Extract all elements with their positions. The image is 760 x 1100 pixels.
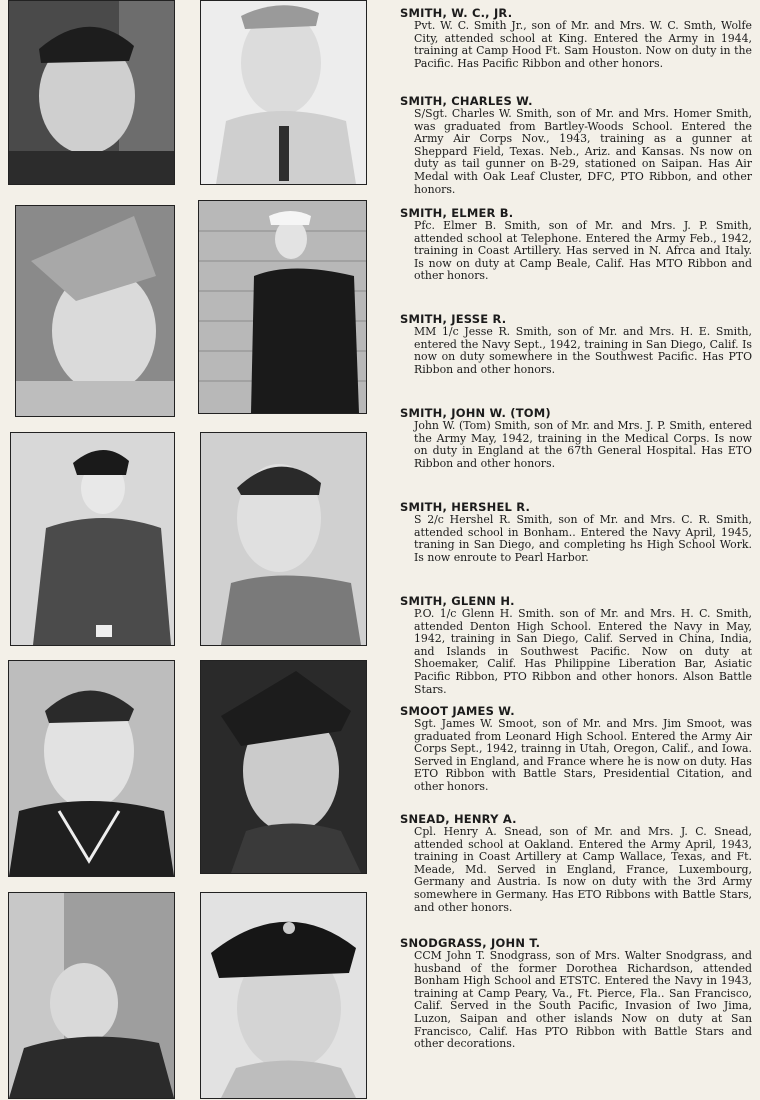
portrait-photo-garrison-cap [200,0,367,185]
entry-smith-john [400,406,752,470]
entry-name: SMITH, JESSE R. [400,312,507,326]
portrait-photo-navy-officer [200,892,367,1099]
entry-smith-jesse [400,312,752,376]
entry-bio: CCM John T. Snodgrass, son of Mrs. Walter Snodgrass, and husband of the former Dorothea Richardson, attended Bonham High School and ETSTC. Entered the Navy in 1943, training at Camp Peary, Va., Ft. Pierce, Fla.. San Francisco, Calif. Served in the South Pacific, Invasion of Iwo Jima, Luzon, Saipan and other islands Now on duty at San Francisco, Calif. Has PTO Ribbon with Battle Stars and other decorations. [414,949,752,1051]
entry-bio: Cpl. Henry A. Snead, son of Mr. and Mrs. J. C. Snead, attended school at Oakland. Entered the Army April, 1943, training in Coast Artillery at Camp Wallace, Texas, and Ft. Meade, Md. Served in England, France, Luxembourg, Germany and Austria. Is now on duty with the 3rd Army somewhere in Germany. Has ETO Ribbons with Battle Stars, and other honors. [414,825,752,914]
portrait-photo-dark-cap [200,660,367,874]
entry-smoot-james [400,704,752,794]
entry-bio: Pfc. Elmer B. Smith, son of Mr. and Mrs. J. P. Smith, attended school at Telephone. Entered the Army Feb., 1942, training in Coast Artillery. Has served in N. Afrca and Italy. Is now on duty at Camp Beale, Calif. Has MTO Ribbon and other honors. [414,219,752,283]
entry-smith-hershel [400,500,752,564]
entry-name: SMITH, JOHN W. (TOM) [400,406,551,420]
portrait-photo-sailor-smile [8,660,175,877]
entry-bio: MM 1/c Jesse R. Smith, son of Mr. and Mrs. H. E. Smith, entered the Navy Sept., 1942, training in San Diego, Calif. Is now on duty somewhere in the Southwest Pacific. Has PTO Ribbon and other honors. [414,325,752,376]
entry-name: SMITH, ELMER B. [400,206,514,220]
entry-smith-charles [400,94,752,196]
entry-name: SMOOT JAMES W. [400,704,515,718]
entry-smith-glenn [400,594,752,696]
entry-name: SMITH, GLENN H. [400,594,515,608]
entry-bio: John W. (Tom) Smith, son of Mr. and Mrs. J. P. Smith, entered the Army May, 1942, training in the Medical Corps. Is now on duty in England at the 67th General Hospital. Has ETO Ribbon and other honors. [414,419,752,470]
portrait-photo-army-cap [8,0,175,185]
entry-bio: Pvt. W. C. Smith Jr., son of Mr. and Mrs. W. C. Smth, Wolfe City, attended school at King. Entered the Army in 1944, training at Camp Hood Ft. Sam Houston. Now on duty in the Pacific. Has Pacific Ribbon and other honors. [414,19,752,70]
entry-snead-henry [400,812,752,914]
entry-smith-elmer [400,206,752,283]
entry-name: SMITH, HERSHEL R. [400,500,531,514]
entry-bio: Sgt. James W. Smoot, son of Mr. and Mrs. Jim Smoot, was graduated from Leonard High School. Entered the Army Air Corps Sept., 1942, trainng in Utah, Oregon, Calif., and Iowa. Served in England, and France where he is now on duty. Has ETO Ribbon with Battle Stars, Presidential Citation, and other honors. [414,717,752,793]
portrait-photo-seated-man [8,892,175,1099]
portrait-photo-uniform-standing [10,432,175,646]
entry-name: SMITH, CHARLES W. [400,94,533,108]
entry-name: SNEAD, HENRY A. [400,812,517,826]
entry-smith-wc [400,6,752,70]
entry-name: SMITH, W. C., JR. [400,6,513,20]
entry-bio: P.O. 1/c Glenn H. Smith. son of Mr. and Mrs. H. C. Smith, attended Denton High School. Entered the Navy in May, 1942, training in San Diego, Calif. Served in China, India, and Islands in Southwest Pacific. Now on duty at Shoemaker, Calif. Has Philippine Liberation Bar, Asiatic Pacific Ribbon, PTO Ribbon and other honors. Alson Battle Stars. [414,607,752,696]
entry-snodgrass-john [400,936,752,1051]
portrait-photo-sailor-standing [198,200,367,414]
entry-bio: S/Sgt. Charles W. Smith, son of Mr. and Mrs. Homer Smith, was graduated from Bartley-Woods School. Entered the Army Air Corps Nov., 1943, training as a gunner at Sheppard Field, Texas. Neb., Ariz. and Kansas. Ns now on duty as tail gunner on B-29, stationed on Saipan. Has Air Medal with Oak Leaf Cluster, DFC, PTO Ribbon, and other honors. [414,107,752,196]
entry-bio: S 2/c Hershel R. Smith, son of Mr. and Mrs. C. R. Smith, attended school in Bonham.. Entered the Navy April, 1945, traning in San Diego, and completing hs High School Work. Is now enroute to Pearl Harbor. [414,513,752,564]
portrait-photo-glasses [200,432,367,646]
portrait-photo-smith-elmer [15,205,175,417]
entry-name: SNODGRASS, JOHN T. [400,936,541,950]
